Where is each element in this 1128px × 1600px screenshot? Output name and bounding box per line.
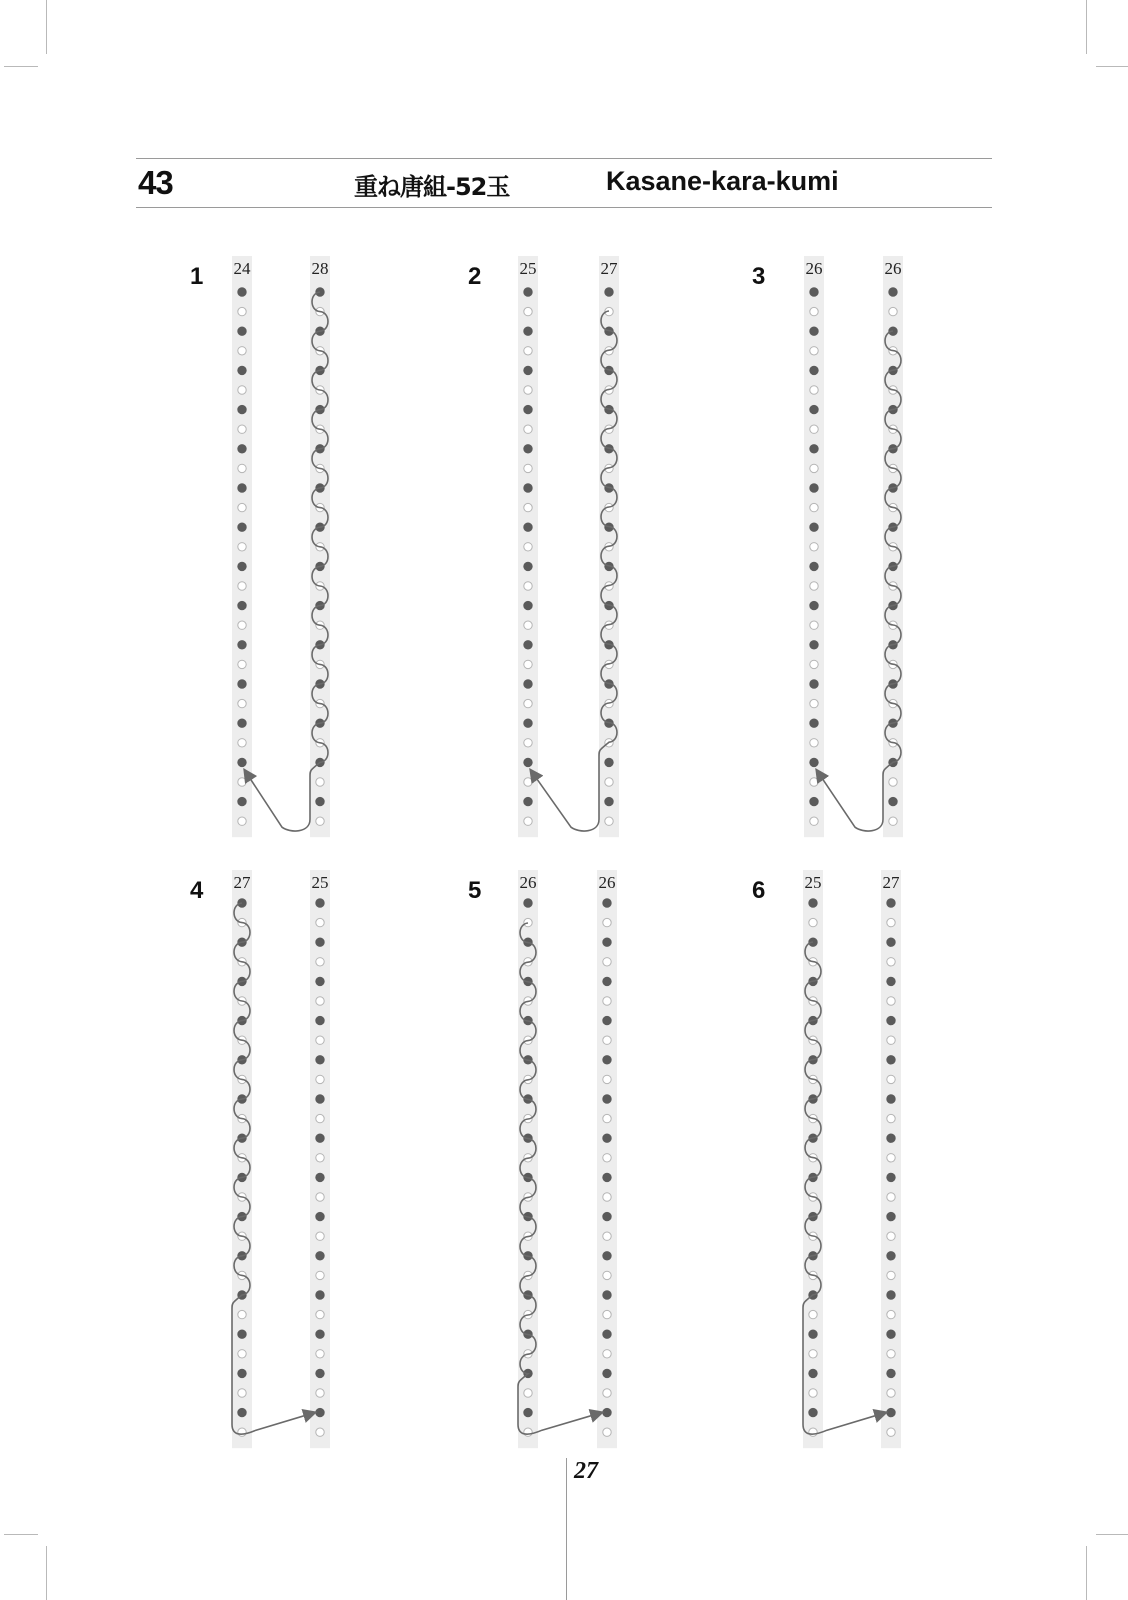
filled-bead — [603, 1408, 611, 1416]
empty-bead — [524, 582, 532, 590]
empty-bead — [603, 1350, 611, 1358]
filled-bead — [810, 562, 818, 570]
step-number: 5 — [468, 877, 482, 904]
filled-bead — [605, 797, 613, 805]
empty-bead — [809, 1389, 817, 1397]
empty-bead — [316, 1036, 324, 1044]
left-column-count: 24 — [233, 259, 251, 278]
empty-bead — [810, 425, 818, 433]
filled-bead — [603, 899, 611, 907]
left-column-count: 26 — [805, 259, 823, 278]
empty-bead — [605, 778, 613, 786]
empty-bead — [887, 997, 895, 1005]
empty-bead — [316, 997, 324, 1005]
filled-bead — [887, 1330, 895, 1338]
filled-bead — [524, 680, 532, 688]
empty-bead — [238, 543, 246, 551]
empty-bead — [810, 582, 818, 590]
filled-bead — [809, 899, 817, 907]
filled-bead — [810, 797, 818, 805]
filled-bead — [810, 719, 818, 727]
empty-bead — [238, 582, 246, 590]
filled-bead — [887, 1369, 895, 1377]
filled-bead — [316, 1016, 324, 1024]
right-column-count: 28 — [311, 259, 329, 278]
step-number: 3 — [752, 263, 766, 290]
filled-bead — [238, 680, 246, 688]
empty-bead — [887, 1114, 895, 1122]
empty-bead — [887, 1310, 895, 1318]
empty-bead — [316, 1350, 324, 1358]
filled-bead — [889, 288, 897, 296]
empty-bead — [316, 1389, 324, 1397]
filled-bead — [887, 1252, 895, 1260]
empty-bead — [524, 1389, 532, 1397]
empty-bead — [603, 1193, 611, 1201]
filled-bead — [316, 899, 324, 907]
filled-bead — [603, 1330, 611, 1338]
filled-bead — [316, 797, 324, 805]
filled-bead — [238, 288, 246, 296]
filled-bead — [524, 899, 532, 907]
filled-bead — [810, 327, 818, 335]
empty-bead — [810, 386, 818, 394]
filled-bead — [238, 758, 246, 766]
empty-bead — [524, 817, 532, 825]
title-romaji: Kasane-kara-kumi — [606, 166, 839, 196]
empty-bead — [238, 621, 246, 629]
empty-bead — [316, 1310, 324, 1318]
empty-bead — [524, 778, 532, 786]
title-japanese: 重ね唐組-52玉 — [354, 173, 510, 201]
left-column-count: 27 — [233, 873, 251, 892]
page-folio: 27 — [574, 1458, 598, 1484]
right-column-count: 26 — [884, 259, 902, 278]
empty-bead — [524, 425, 532, 433]
empty-bead — [238, 660, 246, 668]
filled-bead — [524, 288, 532, 296]
filled-bead — [810, 366, 818, 374]
empty-bead — [316, 958, 324, 966]
empty-bead — [238, 425, 246, 433]
filled-bead — [524, 523, 532, 531]
empty-bead — [603, 918, 611, 926]
step-number: 6 — [752, 877, 766, 904]
empty-bead — [238, 817, 246, 825]
filled-bead — [524, 797, 532, 805]
empty-bead — [603, 1114, 611, 1122]
empty-bead — [603, 958, 611, 966]
filled-bead — [810, 680, 818, 688]
filled-bead — [316, 1369, 324, 1377]
step-number: 4 — [190, 877, 204, 904]
empty-bead — [887, 918, 895, 926]
filled-bead — [810, 758, 818, 766]
filled-bead — [524, 562, 532, 570]
empty-bead — [316, 1075, 324, 1083]
empty-bead — [603, 1154, 611, 1162]
filled-bead — [238, 484, 246, 492]
right-column-count: 27 — [600, 259, 618, 278]
empty-bead — [238, 386, 246, 394]
filled-bead — [810, 523, 818, 531]
empty-bead — [524, 307, 532, 315]
step-number: 1 — [190, 263, 204, 290]
empty-bead — [238, 503, 246, 511]
right-column-count: 27 — [882, 873, 900, 892]
empty-bead — [603, 1389, 611, 1397]
empty-bead — [810, 621, 818, 629]
right-column-count: 25 — [311, 873, 329, 892]
filled-bead — [810, 288, 818, 296]
filled-bead — [603, 977, 611, 985]
empty-bead — [810, 699, 818, 707]
empty-bead — [238, 1389, 246, 1397]
filled-bead — [809, 1408, 817, 1416]
empty-bead — [887, 1389, 895, 1397]
filled-bead — [603, 1134, 611, 1142]
filled-bead — [887, 977, 895, 985]
filled-bead — [238, 562, 246, 570]
empty-bead — [809, 1350, 817, 1358]
empty-bead — [810, 347, 818, 355]
filled-bead — [524, 719, 532, 727]
filled-bead — [603, 1095, 611, 1103]
filled-bead — [238, 601, 246, 609]
filled-bead — [524, 758, 532, 766]
empty-bead — [238, 778, 246, 786]
empty-bead — [316, 778, 324, 786]
filled-bead — [809, 1330, 817, 1338]
empty-bead — [889, 817, 897, 825]
empty-bead — [810, 739, 818, 747]
filled-bead — [238, 445, 246, 453]
left-column-count: 25 — [804, 873, 822, 892]
empty-bead — [316, 1114, 324, 1122]
empty-bead — [524, 739, 532, 747]
empty-bead — [238, 464, 246, 472]
footer-rule — [566, 1458, 567, 1600]
filled-bead — [603, 1212, 611, 1220]
filled-bead — [887, 1134, 895, 1142]
filled-bead — [603, 1173, 611, 1181]
filled-bead — [238, 797, 246, 805]
filled-bead — [887, 899, 895, 907]
filled-bead — [524, 405, 532, 413]
filled-bead — [524, 327, 532, 335]
empty-bead — [524, 621, 532, 629]
empty-bead — [887, 1036, 895, 1044]
empty-bead — [238, 1350, 246, 1358]
empty-bead — [810, 817, 818, 825]
filled-bead — [887, 938, 895, 946]
filled-bead — [809, 1369, 817, 1377]
filled-bead — [316, 1291, 324, 1299]
filled-bead — [603, 1369, 611, 1377]
left-column-count: 25 — [519, 259, 537, 278]
filled-bead — [887, 1056, 895, 1064]
empty-bead — [238, 1428, 246, 1436]
filled-bead — [887, 1291, 895, 1299]
filled-bead — [887, 1408, 895, 1416]
empty-bead — [603, 1036, 611, 1044]
empty-bead — [524, 1428, 532, 1436]
empty-bead — [316, 1193, 324, 1201]
empty-bead — [889, 778, 897, 786]
empty-bead — [809, 1428, 817, 1436]
filled-bead — [238, 1408, 246, 1416]
empty-bead — [810, 543, 818, 551]
left-column-count: 26 — [519, 873, 537, 892]
empty-bead — [603, 1271, 611, 1279]
empty-bead — [524, 918, 532, 926]
filled-bead — [524, 641, 532, 649]
filled-bead — [605, 758, 613, 766]
filled-bead — [810, 405, 818, 413]
filled-bead — [238, 405, 246, 413]
empty-bead — [238, 739, 246, 747]
empty-bead — [603, 1232, 611, 1240]
empty-bead — [887, 1271, 895, 1279]
empty-bead — [524, 543, 532, 551]
empty-bead — [889, 307, 897, 315]
empty-bead — [524, 660, 532, 668]
filled-bead — [810, 445, 818, 453]
filled-bead — [887, 1173, 895, 1181]
empty-bead — [603, 1428, 611, 1436]
filled-bead — [810, 641, 818, 649]
filled-bead — [810, 601, 818, 609]
empty-bead — [810, 660, 818, 668]
filled-bead — [524, 601, 532, 609]
filled-bead — [238, 1369, 246, 1377]
filled-bead — [238, 719, 246, 727]
filled-bead — [605, 288, 613, 296]
filled-bead — [889, 797, 897, 805]
filled-bead — [524, 484, 532, 492]
filled-bead — [603, 1291, 611, 1299]
empty-bead — [524, 386, 532, 394]
filled-bead — [238, 641, 246, 649]
filled-bead — [524, 1408, 532, 1416]
filled-bead — [603, 1252, 611, 1260]
filled-bead — [316, 1212, 324, 1220]
filled-bead — [238, 366, 246, 374]
filled-bead — [887, 1016, 895, 1024]
empty-bead — [810, 464, 818, 472]
empty-bead — [316, 817, 324, 825]
empty-bead — [238, 347, 246, 355]
empty-bead — [887, 1428, 895, 1436]
filled-bead — [238, 327, 246, 335]
filled-bead — [238, 1330, 246, 1338]
empty-bead — [238, 699, 246, 707]
filled-bead — [524, 366, 532, 374]
empty-bead — [810, 778, 818, 786]
empty-bead — [238, 307, 246, 315]
empty-bead — [810, 503, 818, 511]
empty-bead — [316, 1232, 324, 1240]
filled-bead — [810, 484, 818, 492]
empty-bead — [524, 464, 532, 472]
step-number: 2 — [468, 263, 482, 290]
filled-bead — [238, 523, 246, 531]
empty-bead — [887, 1154, 895, 1162]
empty-bead — [316, 918, 324, 926]
empty-bead — [810, 307, 818, 315]
filled-bead — [603, 1016, 611, 1024]
empty-bead — [316, 1428, 324, 1436]
pattern-number: 43 — [138, 164, 173, 201]
filled-bead — [316, 1330, 324, 1338]
empty-bead — [887, 958, 895, 966]
empty-bead — [238, 1310, 246, 1318]
empty-bead — [603, 1310, 611, 1318]
empty-bead — [887, 1075, 895, 1083]
empty-bead — [887, 1350, 895, 1358]
filled-bead — [887, 1212, 895, 1220]
filled-bead — [316, 938, 324, 946]
empty-bead — [524, 699, 532, 707]
empty-bead — [887, 1193, 895, 1201]
empty-bead — [316, 1154, 324, 1162]
filled-bead — [524, 445, 532, 453]
filled-bead — [316, 1134, 324, 1142]
empty-bead — [887, 1232, 895, 1240]
empty-bead — [809, 918, 817, 926]
empty-bead — [603, 997, 611, 1005]
filled-bead — [316, 1408, 324, 1416]
empty-bead — [524, 347, 532, 355]
empty-bead — [316, 1271, 324, 1279]
empty-bead — [524, 503, 532, 511]
right-column-count: 26 — [598, 873, 616, 892]
filled-bead — [316, 1056, 324, 1064]
filled-bead — [316, 1173, 324, 1181]
empty-bead — [605, 817, 613, 825]
filled-bead — [887, 1095, 895, 1103]
filled-bead — [603, 938, 611, 946]
filled-bead — [316, 1095, 324, 1103]
empty-bead — [603, 1075, 611, 1083]
filled-bead — [603, 1056, 611, 1064]
filled-bead — [316, 977, 324, 985]
empty-bead — [809, 1310, 817, 1318]
filled-bead — [316, 1252, 324, 1260]
